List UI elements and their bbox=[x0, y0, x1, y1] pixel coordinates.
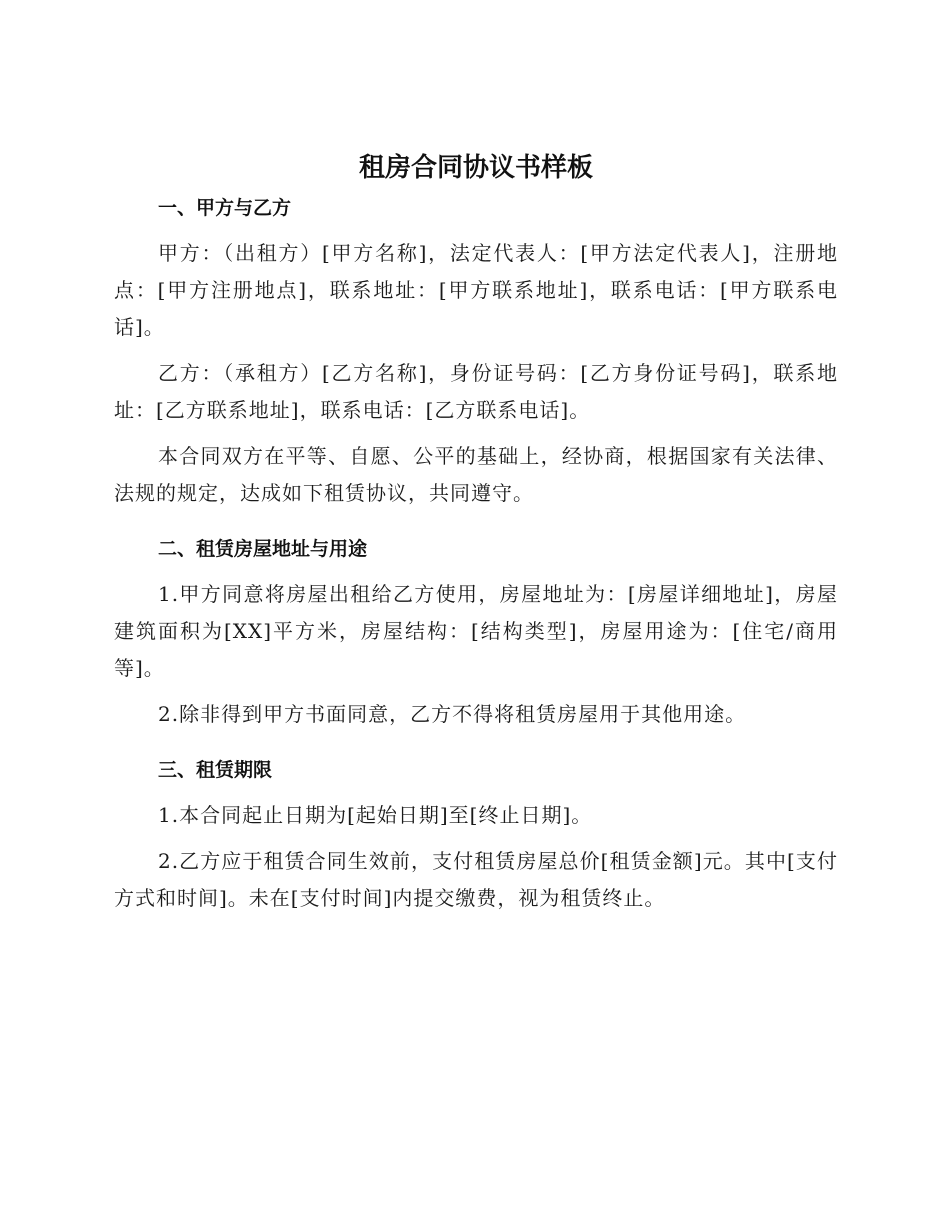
paragraph-property-address: 1.甲方同意将房屋出租给乙方使用，房屋地址为：[房屋详细地址]，房屋建筑面积为[XX]平方米，房屋结构：[结构类型]，房屋用途为：[住宅/商用等]。 bbox=[114, 582, 838, 680]
section-heading: 三、租赁期限 bbox=[158, 759, 273, 781]
paragraph-usage-restriction: 2.除非得到甲方书面同意，乙方不得将租赁房屋用于其他用途。 bbox=[158, 702, 747, 726]
section-parties bbox=[114, 190, 838, 512]
section-lease-term bbox=[114, 752, 838, 917]
paragraph-lease-dates: 1.本合同起止日期为[起始日期]至[终止日期]。 bbox=[158, 803, 593, 827]
document-body bbox=[114, 148, 838, 926]
paragraph-party-b: 乙方：（承租方）[乙方名称]，身份证号码：[乙方身份证号码]，联系地址：[乙方联系地址]，联系电话：[乙方联系电话]。 bbox=[114, 361, 838, 422]
section-spacer bbox=[114, 521, 838, 531]
paragraph-agreement-basis: 本合同双方在平等、自愿、公平的基础上，经协商，根据国家有关法律、法规的规定，达成如下租赁协议，共同遵守。 bbox=[114, 444, 838, 505]
section-heading: 一、甲方与乙方 bbox=[158, 197, 292, 219]
section-spacer bbox=[114, 742, 838, 752]
section-heading: 二、租赁房屋地址与用途 bbox=[158, 538, 368, 560]
paragraph-party-a: 甲方：（出租方）[甲方名称]，法定代表人：[甲方法定代表人]，注册地点：[甲方注册地点]，联系地址：[甲方联系地址]，联系电话：[甲方联系电话]。 bbox=[114, 241, 838, 339]
paragraph-payment-terms: 2.乙方应于租赁合同生效前，支付租赁房屋总价[租赁金额]元。其中[支付方式和时间]。未在[支付时间]内提交缴费，视为租赁终止。 bbox=[114, 849, 838, 910]
document-title: 租房合同协议书样板 bbox=[358, 153, 593, 183]
section-property-address-usage bbox=[114, 531, 838, 733]
